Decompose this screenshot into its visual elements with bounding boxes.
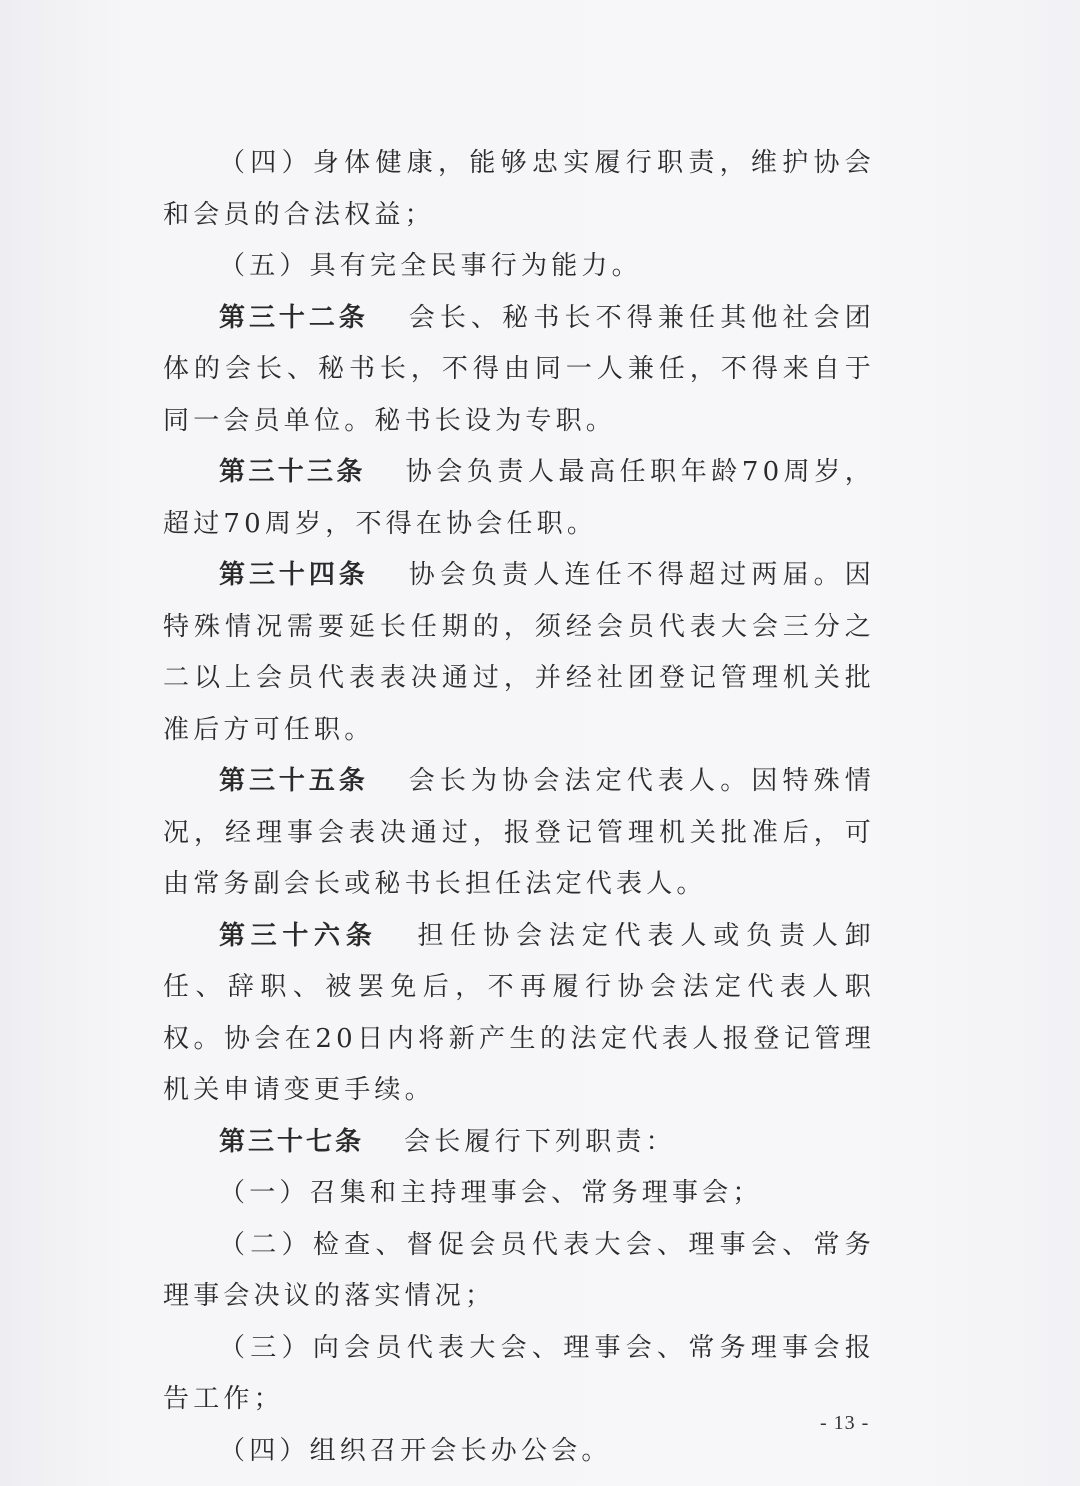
article-paragraph: 第三十二条 会长、秘书长不得兼任其他社会团体的会长、秘书长，不得由同一人兼任，不得来自于同一会员单位。秘书长设为专职。	[163, 302, 875, 436]
article-heading: 第三十二条	[219, 302, 369, 333]
article-heading: 第三十五条	[219, 766, 369, 796]
paragraph: （五）具有完全民事行为能力。	[219, 251, 642, 281]
article-heading: 第三十三条	[219, 457, 366, 487]
body-text	[163, 138, 875, 1477]
page-number: - 13 -	[820, 1412, 870, 1434]
article-heading: 第三十七条	[219, 1126, 365, 1157]
article-paragraph: 第三十五条 会长为协会法定代表人。因特殊情况，经理事会表决通过，报登记管理机关批准后，可由常务副会长或秘书长担任法定代表人。	[163, 766, 875, 899]
paragraph: （四）组织召开会长办公会。	[219, 1435, 612, 1466]
paragraph: （一）召集和主持理事会、常务理事会；	[219, 1178, 763, 1208]
paragraph: （三）向会员代表大会、理事会、常务理事会报告工作；	[163, 1332, 875, 1414]
paragraph: （四）身体健康，能够忠实履行职责，维护协会和会员的合法权益；	[163, 148, 875, 230]
article-heading: 第三十六条	[219, 920, 378, 951]
article-paragraph: 第三十三条 协会负责人最高任职年龄70周岁，超过70周岁，不得在协会任职。	[163, 457, 875, 539]
article-paragraph: 第三十七条 会长履行下列职责：	[219, 1126, 676, 1157]
paragraph: （二）检查、督促会员代表大会、理事会、常务理事会决议的落实情况；	[163, 1229, 875, 1311]
article-heading: 第三十四条	[219, 560, 369, 590]
article-paragraph: 第三十四条 协会负责人连任不得超过两届。因特殊情况需要延长任期的，须经会员代表大会三分之二以上会员代表表决通过，并经社团登记管理机关批准后方可任职。	[163, 560, 875, 745]
article-paragraph: 第三十六条 担任协会法定代表人或负责人卸任、辞职、被罢免后，不再履行协会法定代表人职权。协会在20日内将新产生的法定代表人报登记管理机关申请变更手续。	[163, 920, 875, 1105]
